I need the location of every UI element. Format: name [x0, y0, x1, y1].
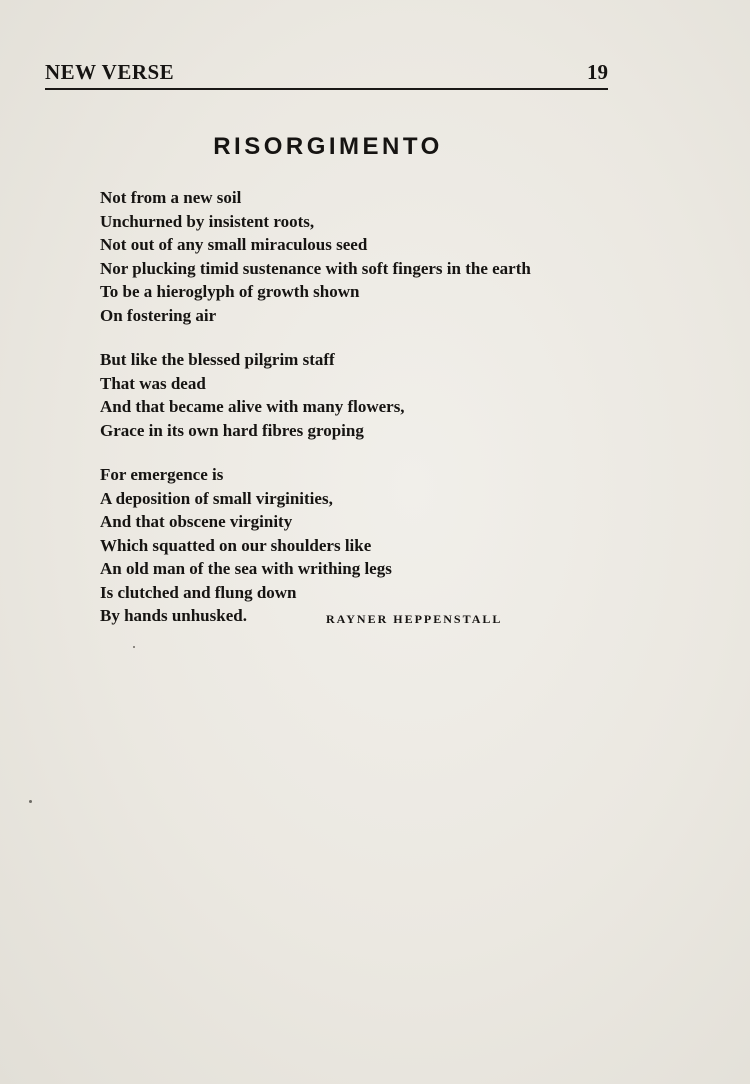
stanza-2: [100, 348, 630, 442]
header-rule: [45, 88, 608, 90]
poem-line: Which squatted on our shoulders like: [100, 535, 372, 555]
stanza-3: [100, 463, 630, 628]
poem-line: That was dead: [100, 373, 206, 393]
author-name: RAYNER HEPPENSTALL: [326, 612, 503, 626]
poem-line: And that obscene virginity: [100, 512, 293, 531]
journal-title: NEW VERSE: [45, 60, 175, 84]
paper-speck: [133, 646, 135, 648]
poem-line: Not out of any small miraculous seed: [100, 235, 368, 254]
page-number: 19: [587, 60, 608, 84]
poem-line: An old man of the sea with writhing legs: [100, 559, 392, 578]
poem-line: Nor plucking timid sustenance with soft fingers in the earth: [100, 258, 531, 278]
poem-title: RISORGIMENTO: [213, 133, 443, 160]
poem-line: For emergence is: [100, 465, 224, 484]
stanza-1: [100, 186, 630, 327]
poem-line: Unchurned by insistent roots,: [100, 211, 315, 231]
poem-line: Is clutched and flung down: [100, 582, 297, 602]
poem-line: On fostering air: [100, 305, 217, 325]
poem-line: Not from a new soil: [100, 188, 242, 207]
poem-line: A deposition of small virginities,: [100, 488, 333, 508]
poem-line: To be a hieroglyph of growth shown: [100, 282, 360, 301]
poem-line: But like the blessed pilgrim staff: [100, 350, 335, 369]
poem-line: And that became alive with many flowers,: [100, 397, 405, 416]
running-header: [45, 60, 608, 90]
poem-line: Grace in its own hard fibres groping: [100, 420, 364, 440]
paper-speck: [29, 800, 32, 803]
poem-body: [100, 186, 630, 649]
poem-line: By hands unhusked.: [100, 606, 247, 625]
